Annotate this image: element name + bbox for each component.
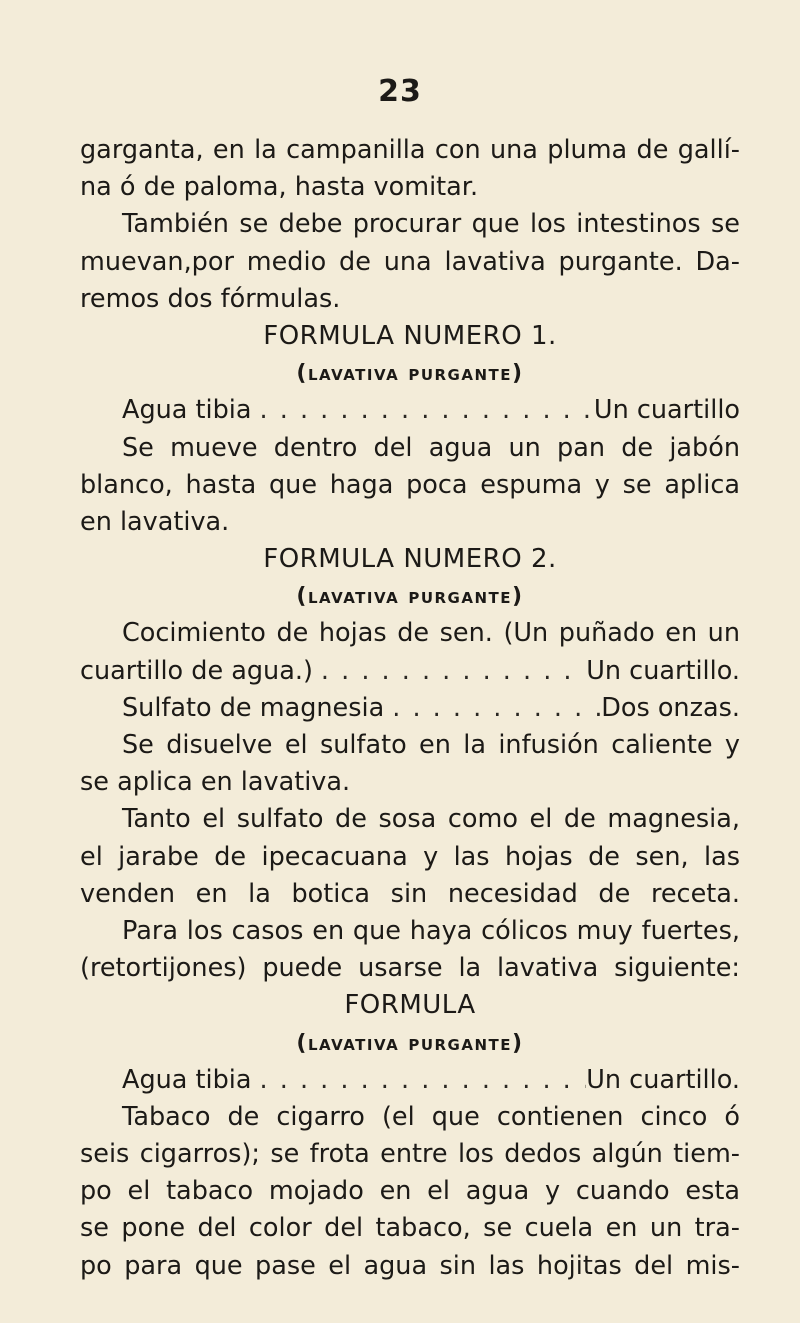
text-line: na ó de paloma, hasta vomitar. (80, 172, 479, 203)
text-line: (retortijones) puede usarse la lavativa siguiente: (80, 953, 740, 984)
ingredient-line (80, 690, 740, 727)
text-line: se pone del color del tabaco, se cuela en un tra- (80, 1213, 740, 1244)
ingredient-name: Agua tibia (122, 395, 252, 426)
ingredient-line (80, 1062, 740, 1099)
paragraph-start-line: Se disuelve el sulfato en la infusión caliente y (122, 730, 740, 760)
ingredient-name: cuartillo de agua.) (80, 655, 313, 686)
text-line: se aplica en lavativa. (80, 767, 351, 798)
paragraph-start-line: Tanto el sulfato de sosa como el de magnesia, (122, 804, 740, 835)
text-line: en lavativa. (80, 506, 230, 537)
paragraph-start-line: Cocimiento de hojas de sen. (Un puñado en un (122, 618, 740, 649)
ingredient-quantity: Un cuartillo. (586, 655, 740, 686)
text-line: po el tabaco mojado en el agua y cuando esta (80, 1176, 740, 1207)
ingredient-line (80, 392, 740, 429)
paragraph-start-line: Tabaco de cigarro (el que contienen cinco ó (122, 1101, 740, 1132)
formula-subheading: (lavativa purgante) (296, 361, 524, 387)
formula-subheading: (lavativa purgante) (296, 1030, 524, 1056)
text-line: blanco, hasta que haga poca espuma y se aplica (80, 469, 740, 500)
text-line: venden en la botica sin necesidad de receta. (80, 878, 740, 909)
text-line: el jarabe de ipecacuana y las hojas de sen, las (80, 841, 740, 872)
ingredient-quantity: Dos onzas. (601, 692, 740, 723)
formula-heading: FORMULA NUMERO 1. (263, 320, 557, 351)
text-line: seis cigarros); se frota entre los dedos algún tiem- (80, 1139, 740, 1170)
dot-leader (313, 653, 586, 690)
formula-heading: FORMULA NUMERO 2. (263, 544, 557, 575)
paragraph-start-line: Se mueve dentro del agua un pan de jabón (122, 432, 740, 463)
ingredient-name: Agua tibia (122, 1064, 252, 1095)
ingredient-name: Sulfato de magnesia (122, 692, 385, 723)
ingredient-quantity: Un cuartillo (593, 395, 740, 426)
formula-subheading: (lavativa purgante) (296, 584, 524, 610)
dot-leader (384, 690, 601, 727)
text-line: remos dos fórmulas. (80, 283, 341, 314)
text-line: garganta, en la campanilla con una pluma de gallí- (80, 135, 740, 165)
dot-leader (252, 1062, 587, 1099)
ingredient-line (80, 653, 740, 690)
text-line: muevan,por medio de una lavativa purgante. Da- (80, 246, 740, 277)
dot-leader (252, 392, 594, 429)
text-line: po para que pase el agua sin las hojitas del mis- (80, 1250, 740, 1281)
body-text (80, 132, 740, 1285)
ingredient-quantity: Un cuartillo. (586, 1064, 740, 1095)
paragraph-start-line: También se debe procurar que los intestinos se (122, 209, 740, 240)
formula-heading: FORMULA (344, 990, 476, 1021)
paragraph-start-line: Para los casos en que haya cólicos muy fuertes, (122, 915, 740, 946)
page-number: 23 (378, 74, 422, 109)
